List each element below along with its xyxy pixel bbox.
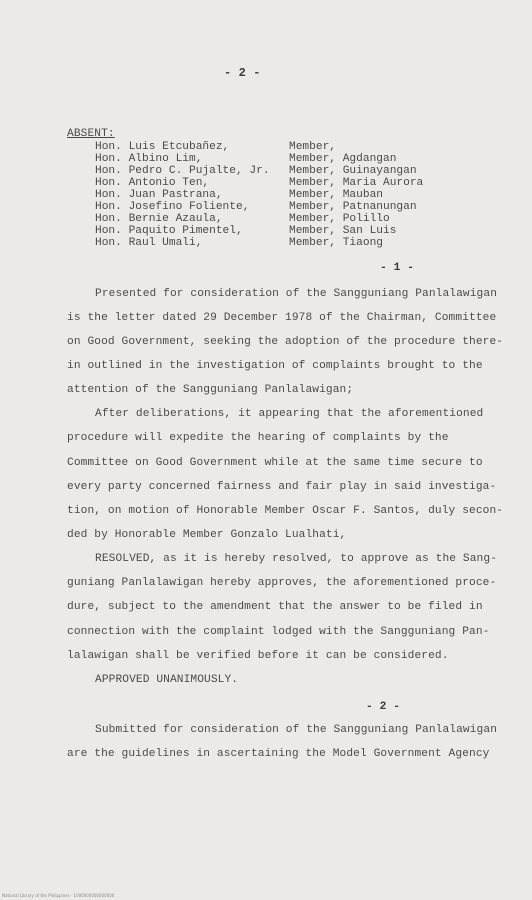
member-name: Hon. Paquito Pimentel, [95,225,243,237]
paragraph-line: tion, on motion of Honorable Member Oscar F. Santos, duly secon- [67,505,504,517]
member-name: Hon. Bernie Azaula, [95,213,223,225]
absent-row [0,237,532,250]
paragraph-line: Committee on Good Government while at the same time secure to [67,457,483,469]
member-role: Member, Tiaong [289,237,383,249]
member-role: Member, Polillo [289,213,390,225]
member-role: Member, Patnanungan [289,201,417,213]
member-name: Hon. Luis Etcubañez, [95,141,230,153]
member-role: Member, Maria Aurora [289,177,424,189]
section-number-1: - 1 - [380,262,415,274]
member-role: Member, [289,141,336,153]
member-name: Hon. Antonio Ten, [95,177,210,189]
paragraph-line: on Good Government, seeking the adoption of the procedure there- [67,336,504,348]
member-name: Hon. Pedro C. Pujalte, Jr. [95,165,270,177]
member-role: Member, Agdangan [289,153,397,165]
paragraph-line: are the guidelines in ascertaining the Model Government Agency [67,748,490,760]
member-name: Hon. Albino Lim, [95,153,203,165]
absent-label: ABSENT: [67,128,115,140]
page-number: - 2 - [224,66,261,80]
paragraph-line: After deliberations, it appearing that the aforementioned [95,408,484,420]
paragraph-line: procedure will expedite the hearing of complaints by the [67,432,449,444]
member-role: Member, Mauban [289,189,383,201]
paragraph-line: is the letter dated 29 December 1978 of the Chairman, Committee [67,312,497,324]
member-role: Member, San Luis [289,225,397,237]
paragraph-line: ded by Honorable Member Gonzalo Lualhati, [67,529,347,541]
paragraph-line: Submitted for consideration of the Sangguniang Panlalawigan [95,724,498,736]
member-name: Hon. Juan Pastrana, [95,189,223,201]
paragraph-line: Presented for consideration of the Sangguniang Panlalawigan [95,288,498,300]
paragraph-line: RESOLVED, as it is hereby resolved, to approve as the Sang- [95,553,498,565]
member-name: Hon. Raul Umali, [95,237,203,249]
paragraph-line: lalawigan shall be verified before it can be considered. [67,650,449,662]
paragraph-line: in outlined in the investigation of complaints brought to the [67,360,483,372]
paragraph-line: connection with the complaint lodged with the Sangguniang Pan- [67,626,490,638]
scan-footer: National Library of the Philippines · 1000000000000000 [2,893,115,898]
section-number-2: - 2 - [366,701,401,713]
paragraph-line: guniang Panlalawigan hereby approves, the aforementioned proce- [67,577,497,589]
member-role: Member, Guinayangan [289,165,417,177]
paragraph-line: dure, subject to the amendment that the answer to be filed in [67,601,483,613]
paragraph-line: attention of the Sangguniang Panlalawigan; [67,384,354,396]
member-name: Hon. Josefino Foliente, [95,201,250,213]
approved-line: APPROVED UNANIMOUSLY. [95,674,239,686]
paragraph-line: every party concerned fairness and fair play in said investiga- [67,481,497,493]
